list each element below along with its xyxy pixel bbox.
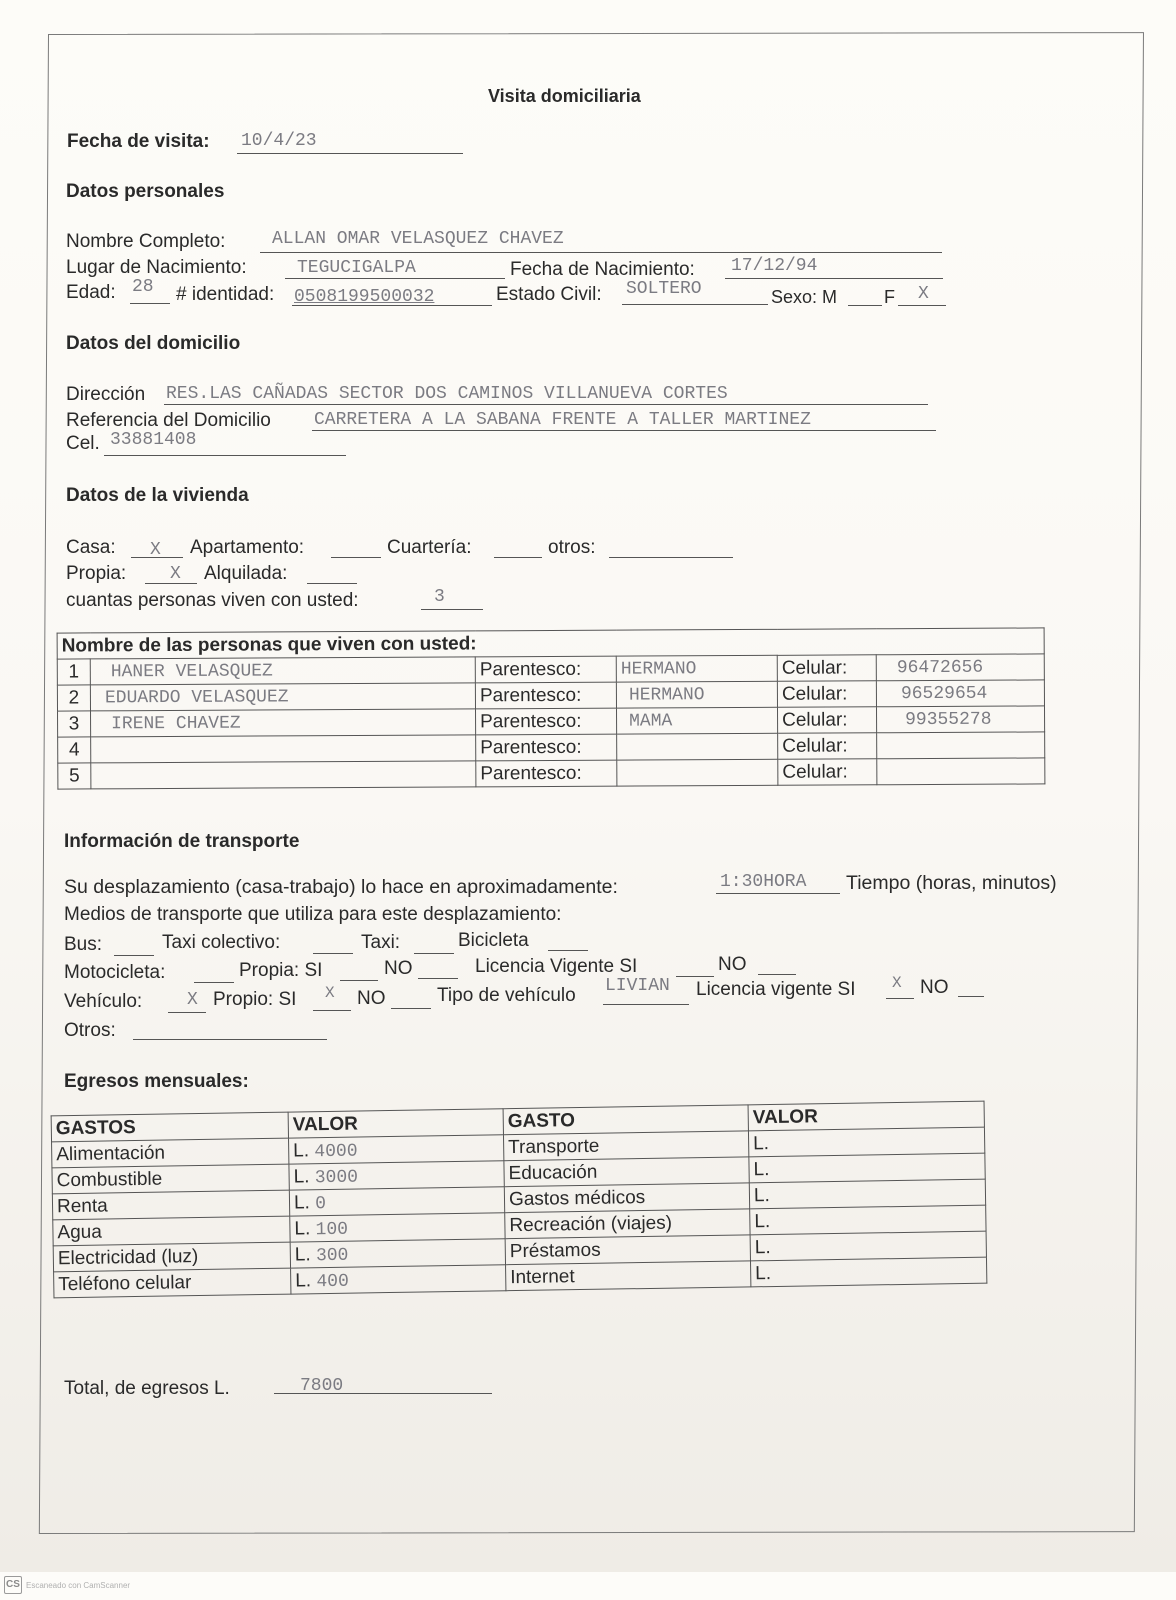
household-heading: Nombre de las personas que viven con usted: (57, 628, 1044, 659)
moto-licencia-line (676, 976, 714, 977)
expense-value-cell[interactable] (750, 1257, 986, 1287)
alquilada-label: Alquilada: (204, 563, 288, 584)
address-label: Dirección (66, 384, 146, 405)
currency-label: L. (753, 1158, 770, 1180)
taxi-colectivo-line (313, 953, 353, 954)
currency-label: L. (293, 1165, 310, 1188)
sex-m-line (848, 305, 882, 306)
civil-status-value[interactable]: SOLTERO (626, 279, 702, 299)
id-value[interactable]: 0508199500032 (294, 287, 435, 307)
vehiculo-line (168, 1012, 206, 1013)
person-relation[interactable] (617, 759, 778, 786)
expense-value[interactable]: 400 (316, 1271, 349, 1292)
section-personal-heading: Datos personales (66, 181, 225, 202)
expense-value-cell[interactable] (291, 1265, 506, 1294)
age-line (130, 303, 170, 304)
form-title: Visita domiciliaria (488, 86, 641, 106)
row-number: 3 (58, 711, 91, 737)
expense-value-cell[interactable] (749, 1179, 985, 1209)
relation-label: Parentesco: (475, 682, 616, 709)
tipo-vehiculo-label: Tipo de vehículo (437, 985, 576, 1006)
vehiculo-no-label: NO (357, 988, 386, 1009)
address-line (164, 404, 928, 405)
otros-housing-label: otros: (548, 537, 596, 558)
full-name-line (260, 252, 942, 253)
currency-label: L. (754, 1210, 771, 1232)
vehiculo-propio-label: Propio: SI (213, 989, 297, 1010)
cel-line (104, 455, 346, 456)
expense-value-cell[interactable] (289, 1161, 504, 1190)
bus-label: Bus: (64, 934, 103, 955)
vehiculo-licencia-mark[interactable]: X (892, 974, 902, 992)
birthdate-value[interactable]: 17/12/94 (731, 256, 818, 276)
expense-value-cell[interactable] (750, 1231, 986, 1261)
expense-item: Internet (506, 1261, 751, 1291)
vehiculo-mark[interactable]: X (187, 990, 198, 1010)
full-name-label: Nombre Completo: (66, 231, 226, 252)
expense-value-cell[interactable] (289, 1187, 504, 1216)
moto-label: Motocicleta: (64, 962, 166, 983)
full-name-value[interactable]: ALLAN OMAR VELASQUEZ CHAVEZ (272, 229, 564, 249)
address-value[interactable]: RES.LAS CAÑADAS SECTOR DOS CAMINOS VILLANUEVA CORTES (166, 384, 728, 404)
expense-item: Gastos médicos (504, 1183, 749, 1213)
household-table (57, 627, 1046, 789)
total-expenses-value[interactable]: 7800 (300, 1376, 344, 1396)
expense-item: Renta (52, 1190, 289, 1220)
bicicleta-line (548, 950, 588, 951)
civil-status-label: Estado Civil: (496, 284, 602, 305)
phone-label: Celular: (777, 655, 876, 682)
vehiculo-propio-line (313, 1010, 351, 1011)
row-number: 2 (57, 685, 90, 711)
bicicleta-label: Bicicleta (458, 930, 529, 951)
person-name[interactable]: IRENE CHAVEZ (91, 709, 476, 737)
visit-date-line (237, 153, 463, 154)
person-relation[interactable]: MAMA (616, 707, 777, 734)
sex-f-label: F (884, 287, 895, 307)
person-name[interactable]: EDUARDO VELASQUEZ (90, 683, 475, 711)
expense-value[interactable]: 3000 (314, 1167, 359, 1188)
relation-label: Parentesco: (476, 760, 617, 787)
section-housing-heading: Datos de la vivienda (66, 485, 249, 506)
currency-label: L. (293, 1139, 310, 1162)
row-number: 1 (57, 659, 90, 685)
visit-date-label: Fecha de visita: (67, 131, 210, 152)
expense-value-cell[interactable] (750, 1205, 986, 1235)
moto-licencia-label: Licencia Vigente SI (475, 956, 638, 977)
commute-value[interactable]: 1:30HORA (720, 872, 807, 892)
expense-item: Electricidad (luz) (53, 1242, 290, 1272)
currency-label: L. (294, 1243, 311, 1266)
person-phone[interactable] (877, 758, 1045, 785)
section-address-heading: Datos del domicilio (66, 333, 241, 354)
person-name[interactable] (91, 761, 476, 789)
casa-mark[interactable]: X (150, 540, 161, 560)
age-value[interactable]: 28 (132, 277, 154, 297)
expense-value[interactable]: 4000 (314, 1141, 358, 1162)
otros-transport-line (133, 1039, 327, 1040)
birthplace-value[interactable]: TEGUCIGALPA (297, 258, 416, 278)
phone-label: Celular: (777, 681, 876, 708)
person-relation[interactable]: HERMANO (616, 655, 777, 682)
person-relation[interactable]: HERMANO (616, 681, 777, 708)
currency-label: L. (755, 1262, 772, 1284)
expenses-table (51, 1101, 988, 1299)
person-phone[interactable]: 96472656 (876, 654, 1044, 681)
relation-label: Parentesco: (476, 708, 617, 735)
table-row (58, 758, 1045, 789)
cuarteria-label: Cuartería: (387, 537, 472, 558)
taxi-colectivo-label: Taxi colectivo: (162, 932, 281, 953)
reference-label: Referencia del Domicilio (66, 410, 271, 431)
relation-label: Parentesco: (475, 656, 616, 683)
birthdate-line (725, 278, 943, 279)
person-relation[interactable] (617, 733, 778, 760)
casa-label: Casa: (66, 537, 116, 558)
age-label: Edad: (66, 282, 116, 303)
relation-label: Parentesco: (476, 734, 617, 761)
moto-licencia-no-label: NO (718, 954, 747, 975)
phone-label: Celular: (778, 759, 877, 786)
bus-line (114, 955, 154, 956)
propia-label: Propia: (66, 563, 127, 584)
alquilada-line (307, 583, 357, 584)
moto-no-label: NO (384, 958, 413, 979)
person-phone[interactable] (877, 732, 1045, 759)
expense-value-cell[interactable] (749, 1153, 985, 1183)
phone-label: Celular: (778, 733, 877, 760)
cuarteria-line (494, 557, 542, 558)
sex-m-label: Sexo: M (771, 287, 838, 307)
phone-label: Celular: (777, 707, 876, 734)
expense-item: Educación (504, 1157, 749, 1187)
expense-value[interactable]: 300 (315, 1245, 349, 1266)
expense-item: Recreación (viajes) (505, 1209, 750, 1239)
tipo-vehiculo-value[interactable]: LIVIAN (605, 976, 670, 996)
expense-value[interactable]: 100 (315, 1219, 349, 1240)
currency-label: L. (754, 1236, 771, 1258)
expense-item: Transporte (503, 1131, 748, 1161)
apartamento-line (331, 557, 381, 558)
otros-housing-line (609, 557, 733, 558)
currency-label: L. (294, 1217, 311, 1240)
cel-value[interactable]: 33881408 (110, 430, 197, 450)
person-phone[interactable]: 99355278 (876, 706, 1044, 733)
currency-label: L. (293, 1191, 311, 1214)
people-count-line (421, 609, 483, 610)
vehiculo-licencia-label: Licencia vigente SI (696, 979, 856, 1000)
visit-date-value[interactable]: 10/4/23 (241, 131, 317, 151)
moto-no-line (418, 978, 458, 979)
scanner-watermark-text: Escaneado con CamScanner (26, 1580, 131, 1590)
vehiculo-licencia-no-line (958, 996, 984, 997)
expense-value-cell[interactable] (290, 1239, 505, 1268)
expense-value[interactable]: 0 (315, 1193, 327, 1214)
vehiculo-label: Vehículo: (64, 991, 143, 1012)
vehiculo-licencia-no-label: NO (920, 977, 949, 998)
id-label: # identidad: (176, 284, 275, 305)
valor-header-right: VALOR (748, 1101, 984, 1131)
transport-means-label: Medios de transporte que utiliza para este desplazamiento: (64, 904, 562, 925)
vehiculo-licencia-line (886, 998, 914, 999)
currency-label: L. (752, 1132, 770, 1154)
moto-propia-line (340, 980, 378, 981)
expense-item: Combustible (52, 1164, 289, 1194)
expense-item: Agua (53, 1216, 290, 1246)
vehiculo-propio-mark[interactable]: X (325, 984, 335, 1002)
people-count-value[interactable]: 3 (434, 587, 445, 607)
currency-label: L. (295, 1269, 312, 1292)
tipo-vehiculo-line (603, 1004, 689, 1005)
person-name[interactable] (91, 735, 476, 763)
birthplace-label: Lugar de Nacimiento: (66, 257, 247, 278)
section-transport-heading: Información de transporte (64, 831, 300, 852)
gasto-header: GASTO (503, 1105, 748, 1135)
birthdate-label: Fecha de Nacimiento: (510, 259, 695, 280)
otros-transport-label: Otros: (64, 1020, 116, 1041)
birthplace-line (285, 278, 505, 279)
expense-value-cell[interactable] (290, 1213, 505, 1242)
expense-item: Alimentación (52, 1138, 289, 1168)
taxi-line (414, 953, 454, 954)
commute-line (716, 893, 840, 894)
section-expenses-heading: Egresos mensuales: (64, 1071, 249, 1092)
row-number: 4 (58, 737, 91, 763)
expense-item: Teléfono celular (54, 1268, 291, 1298)
apartamento-label: Apartamento: (190, 537, 305, 558)
propia-mark[interactable]: X (170, 564, 181, 584)
moto-line (194, 982, 234, 983)
expense-value-cell[interactable] (289, 1135, 504, 1164)
gastos-header: GASTOS (51, 1112, 288, 1142)
person-phone[interactable]: 96529654 (876, 680, 1044, 707)
reference-value[interactable]: CARRETERA A LA SABANA FRENTE A TALLER MARTINEZ (314, 410, 811, 430)
person-name[interactable]: HANER VELASQUEZ (90, 657, 475, 685)
valor-header-left: VALOR (288, 1109, 503, 1138)
people-count-label: cuantas personas viven con usted: (66, 590, 359, 611)
reference-line (312, 430, 936, 431)
commute-suffix: Tiempo (horas, minutos) (846, 872, 1057, 894)
total-expenses-label: Total, de egresos L. (64, 1378, 230, 1399)
commute-label: Su desplazamiento (casa-trabajo) lo hace en aproximadamente: (64, 876, 618, 898)
civil-status-line (622, 304, 768, 305)
row-number: 5 (58, 763, 91, 789)
currency-label: L. (753, 1184, 770, 1206)
moto-propia-label: Propia: SI (239, 960, 323, 981)
sex-f-line (898, 305, 946, 306)
expense-item: Préstamos (505, 1235, 750, 1265)
taxi-label: Taxi: (361, 932, 401, 953)
sex-f-mark[interactable]: X (918, 284, 929, 304)
moto-licencia-no-line (758, 974, 796, 975)
cel-label: Cel. (66, 433, 100, 454)
expense-value-cell[interactable] (748, 1127, 984, 1157)
vehiculo-no-line (391, 1008, 431, 1009)
scanner-watermark (4, 1576, 130, 1594)
camscanner-logo-icon: CS (4, 1576, 22, 1594)
